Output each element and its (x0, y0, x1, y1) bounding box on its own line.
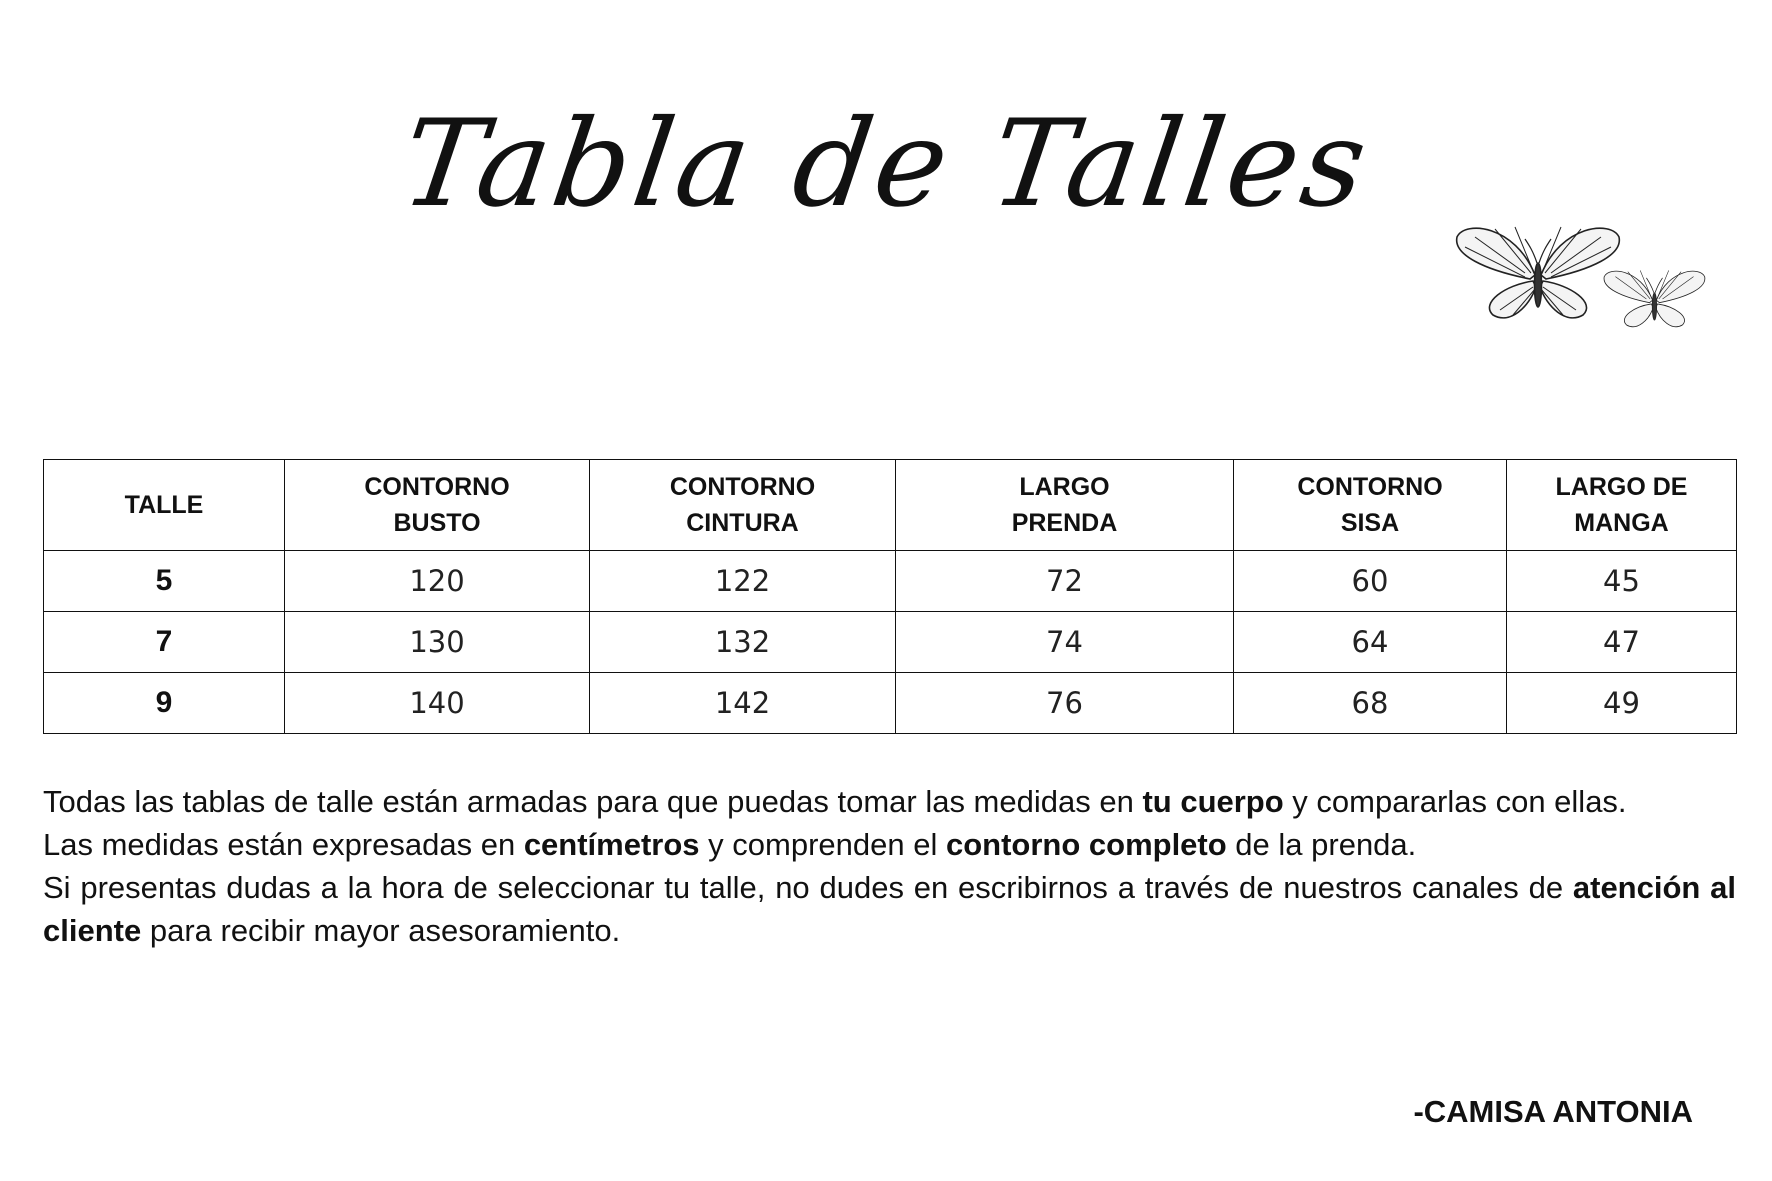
note-paragraph: Todas las tablas de talle están armadas para que puedas tomar las medidas en tu cuerpo y compararlas con ellas. (43, 784, 1627, 819)
cell-cintura: 132 (590, 612, 896, 673)
butterflies-decoration (1455, 215, 1735, 355)
header-contorno-cintura: CONTORNO CINTURA (590, 460, 896, 551)
brand-signature: -CAMISA ANTONIA (1413, 1094, 1693, 1129)
cell-largo-manga: 45 (1507, 551, 1737, 612)
header-largo-prenda: LARGO PRENDA (896, 460, 1234, 551)
header-largo-manga: LARGO DE MANGA (1507, 460, 1737, 551)
cell-largo-prenda: 76 (896, 673, 1234, 734)
note-paragraph: Si presentas dudas a la hora de seleccionar tu talle, no dudes en escribirnos a través de nuestros canales de atención al cliente para recibir mayor asesoramiento. (43, 870, 1736, 948)
table-row (44, 612, 1737, 673)
butterfly-icon (1457, 227, 1620, 318)
cell-busto: 130 (285, 612, 590, 673)
size-table (43, 459, 1737, 734)
cell-talle: 9 (44, 673, 285, 734)
table-row (44, 673, 1737, 734)
header-contorno-sisa: CONTORNO SISA (1234, 460, 1507, 551)
note-paragraph: Las medidas están expresadas en centímetros y comprenden el contorno completo de la prenda. (43, 827, 1417, 862)
cell-largo-manga: 49 (1507, 673, 1737, 734)
table-row (44, 551, 1737, 612)
cell-largo-prenda: 74 (896, 612, 1234, 673)
cell-busto: 140 (285, 673, 590, 734)
cell-sisa: 64 (1234, 612, 1507, 673)
cell-sisa: 68 (1234, 673, 1507, 734)
butterfly-icon (1604, 270, 1705, 326)
header-talle: TALLE (44, 460, 285, 551)
cell-cintura: 122 (590, 551, 896, 612)
cell-busto: 120 (285, 551, 590, 612)
cell-talle: 7 (44, 612, 285, 673)
header-contorno-busto: CONTORNO BUSTO (285, 460, 590, 551)
cell-largo-manga: 47 (1507, 612, 1737, 673)
cell-talle: 5 (44, 551, 285, 612)
table-header-row (44, 460, 1737, 551)
cell-largo-prenda: 72 (896, 551, 1234, 612)
cell-sisa: 60 (1234, 551, 1507, 612)
size-notes (43, 780, 1736, 952)
cell-cintura: 142 (590, 673, 896, 734)
page-title: Tabla de Talles (393, 95, 1379, 234)
